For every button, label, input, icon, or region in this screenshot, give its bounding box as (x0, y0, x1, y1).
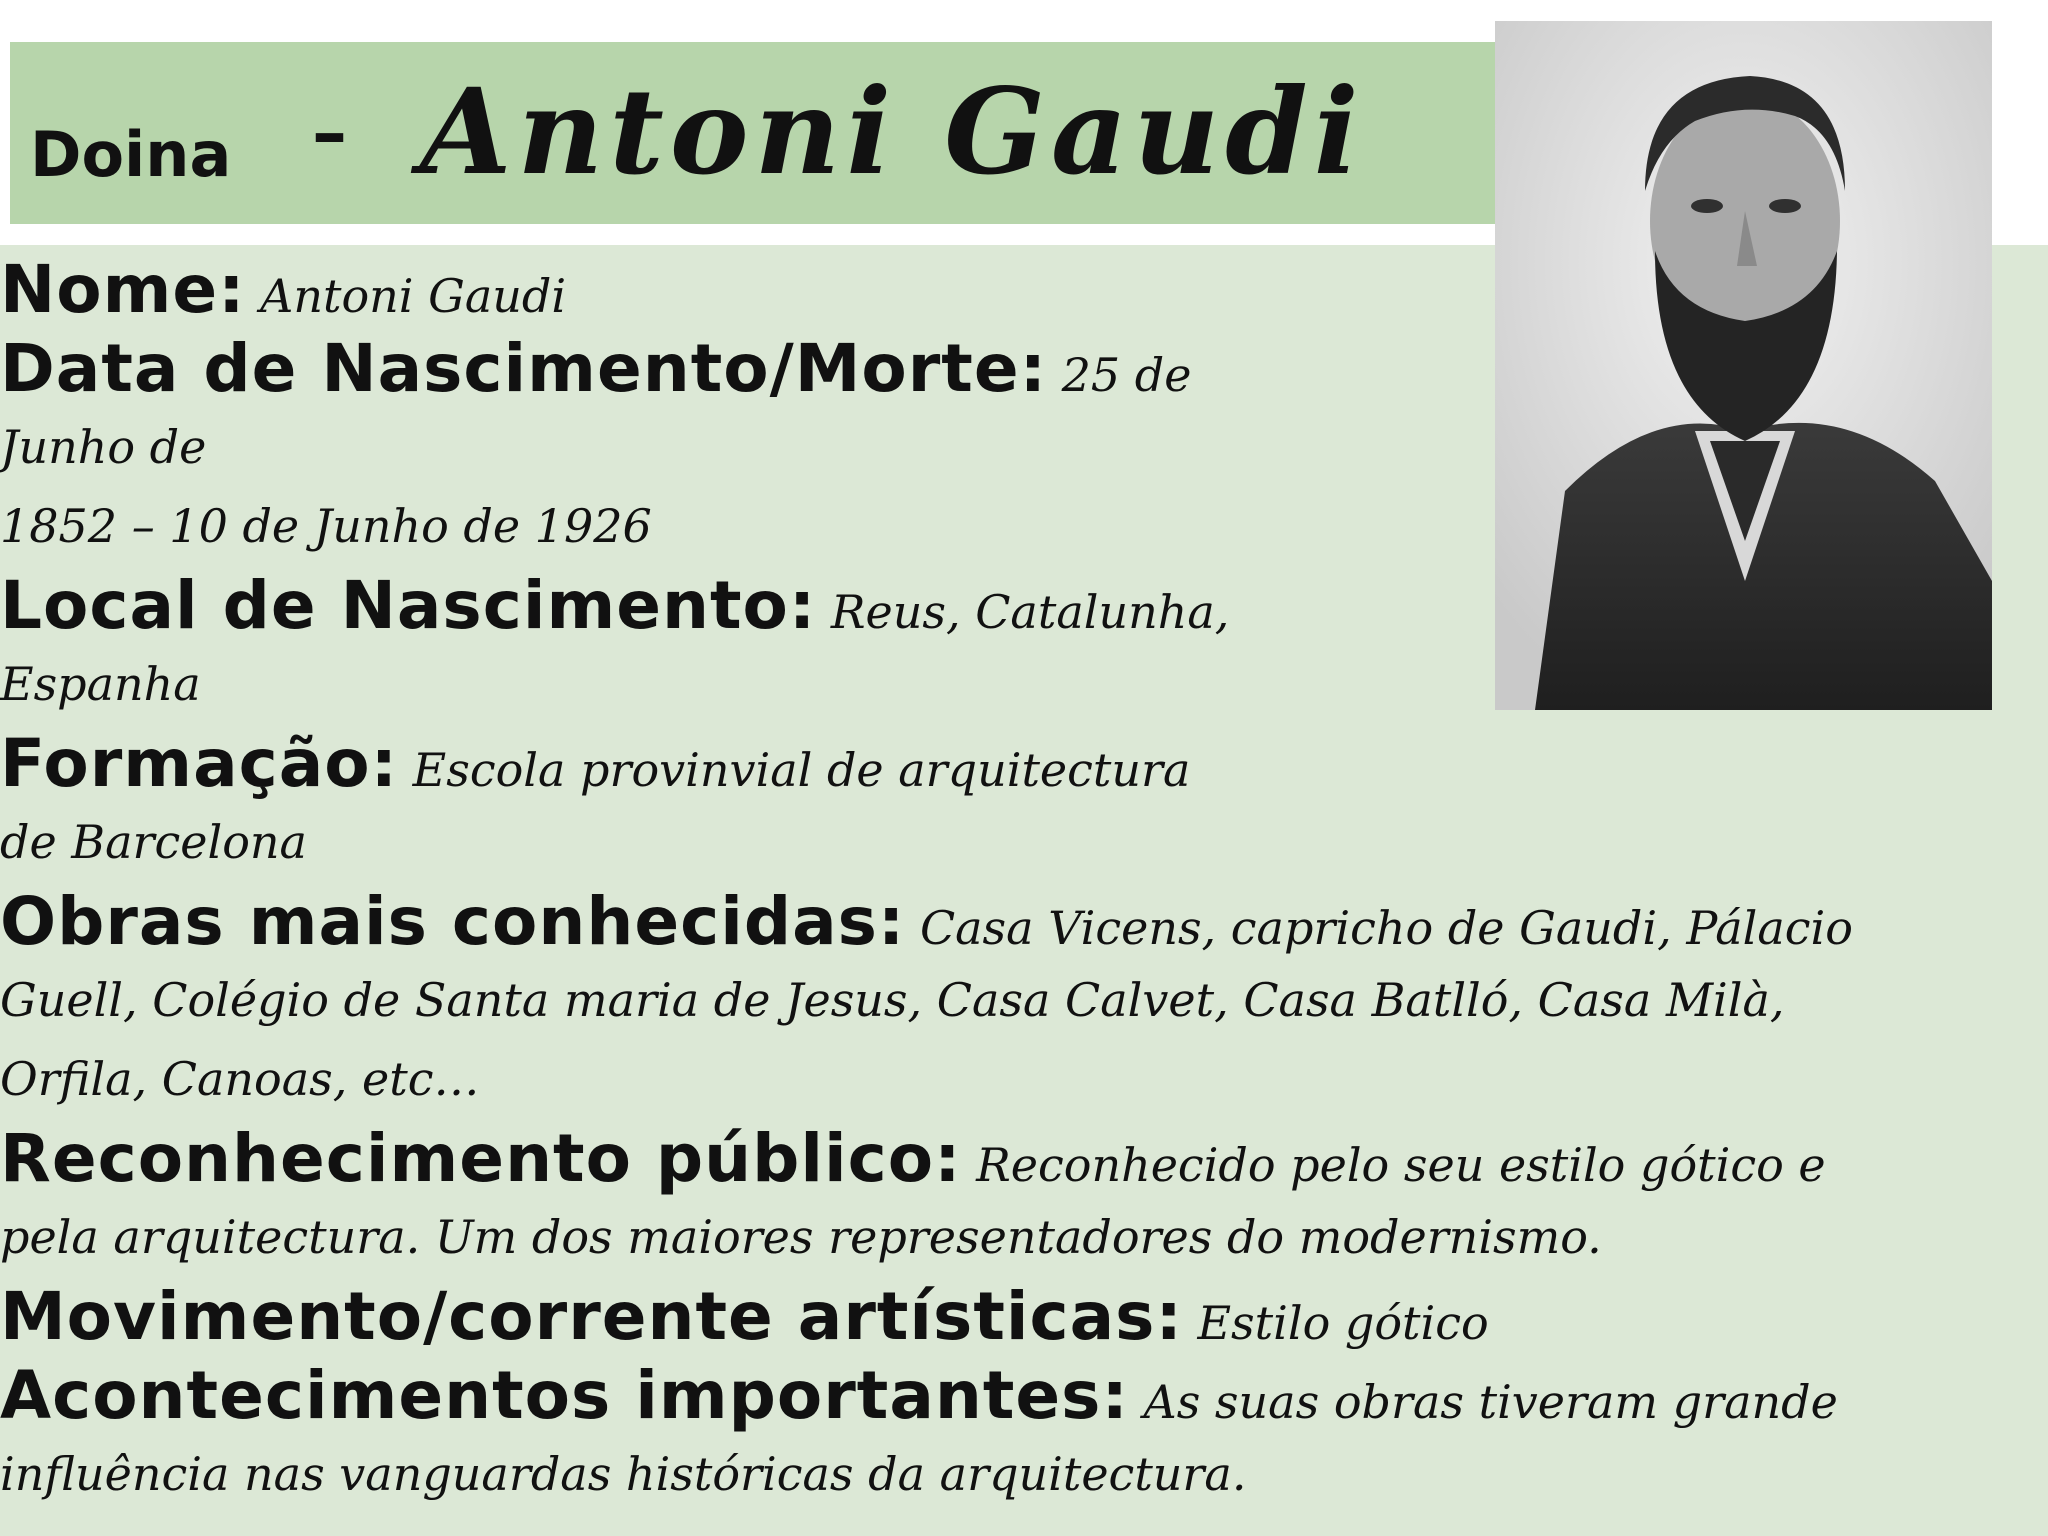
portrait-icon (1495, 21, 1992, 710)
field-label: Data de Nascimento/Morte: (0, 330, 1047, 407)
title-prefix: Doina (30, 118, 232, 191)
field-value: pela arquitectura. Um dos maiores representadores do modernismo. (0, 1210, 1602, 1264)
field-reconhecimento (0, 1119, 1826, 1198)
field-label: Formação: (0, 725, 399, 802)
field-value: Orfila, Canoas, etc… (0, 1052, 480, 1106)
field-label: Movimento/corrente artísticas: (0, 1278, 1183, 1355)
field-acontecimentos-continued (0, 1435, 1246, 1514)
field-value: de Barcelona (0, 815, 307, 869)
field-label: Acontecimentos importantes: (0, 1357, 1129, 1434)
field-obras (0, 882, 1853, 961)
field-value: 1852 – 10 de Junho de 1926 (0, 499, 652, 553)
field-acontecimentos (0, 1356, 1838, 1435)
field-value: Reus, Catalunha, (830, 585, 1230, 639)
field-value: Antoni Gaudi (260, 269, 567, 323)
field-value: Estilo gótico (1197, 1296, 1489, 1350)
field-data-continued (0, 487, 652, 566)
field-value: Reconhecido pelo seu estilo gótico e (976, 1138, 1826, 1192)
field-value: Espanha (0, 657, 201, 711)
field-formacao-continued (0, 803, 307, 882)
field-obras-continued (0, 961, 1785, 1040)
field-data (0, 329, 1191, 408)
portrait-photo (1495, 21, 1992, 710)
field-nome (0, 250, 566, 329)
field-label: Obras mais conhecidas: (0, 883, 906, 960)
field-obras-continued (0, 1040, 479, 1119)
title-dash: – (312, 92, 347, 174)
field-value: Guell, Colégio de Santa maria de Jesus, Casa Calvet, Casa Batlló, Casa Milà, (0, 973, 1785, 1027)
field-value: influência nas vanguardas históricas da arquitectura. (0, 1447, 1247, 1501)
field-formacao (0, 724, 1190, 803)
field-data-continued (0, 408, 206, 487)
field-local-continued (0, 645, 201, 724)
page-title: Antoni Gaudi (420, 62, 1365, 201)
field-label: Reconhecimento público: (0, 1120, 962, 1197)
field-reconhecimento-continued (0, 1198, 1602, 1277)
field-value: Junho de (0, 420, 207, 474)
field-label: Local de Nascimento: (0, 567, 817, 644)
field-value: Escola provinvial de arquitectura (412, 743, 1191, 797)
field-label: Nome: (0, 251, 246, 328)
field-local (0, 566, 1229, 645)
field-value: Casa Vicens, capricho de Gaudi, Pálacio (919, 901, 1853, 955)
field-value: As suas obras tiveram grande (1143, 1375, 1838, 1429)
field-value: 25 de (1061, 348, 1192, 402)
field-movimento (0, 1277, 1489, 1356)
